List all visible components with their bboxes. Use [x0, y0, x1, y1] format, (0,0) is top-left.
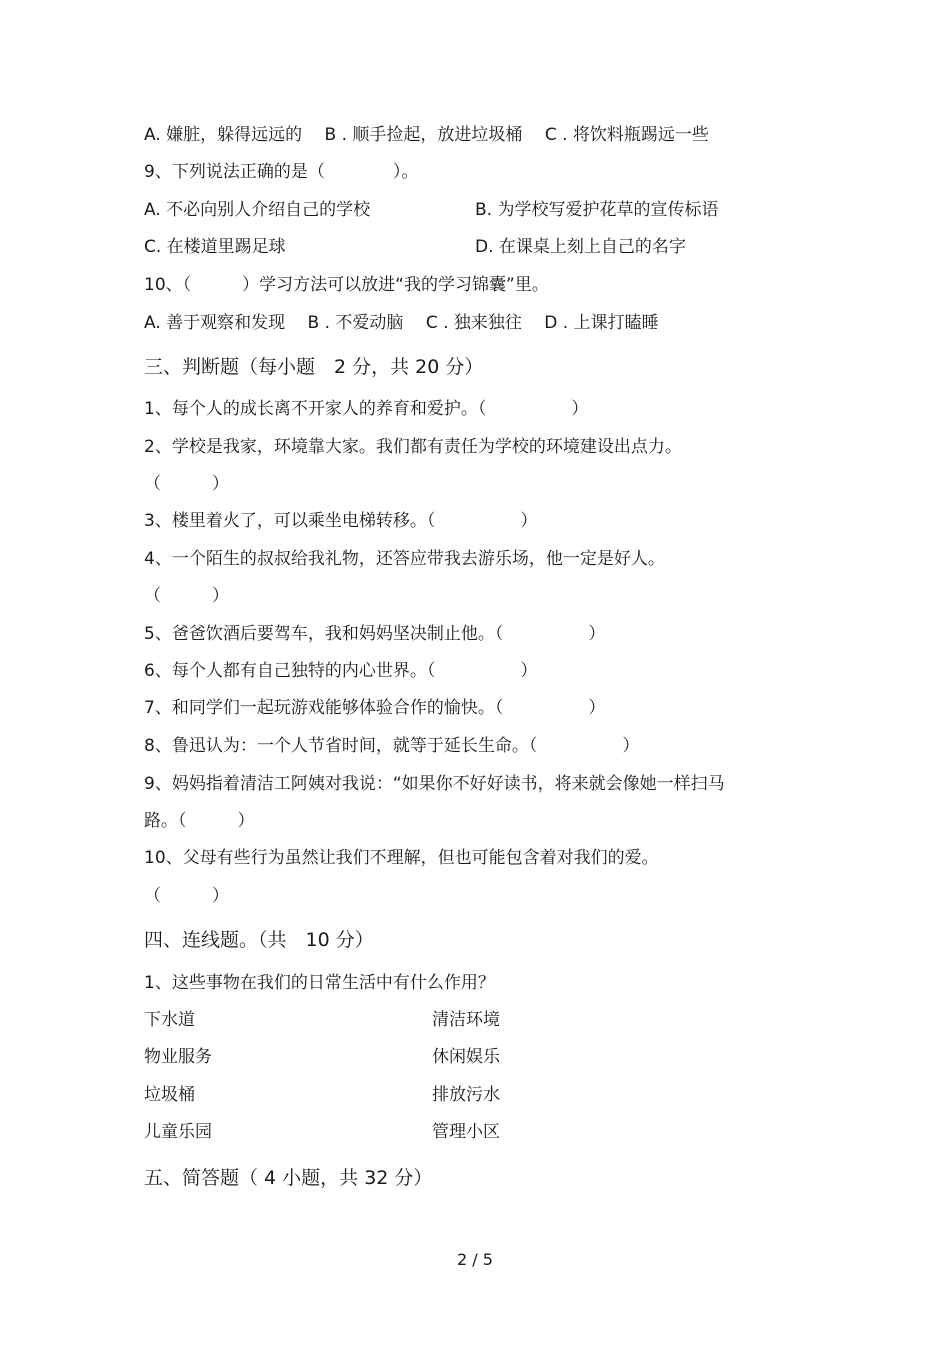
q9-option-b: B. 为学校写爱护花草的宣传标语 — [475, 200, 719, 220]
match-left-item: 垃圾桶 — [144, 1085, 195, 1105]
match-question: 1、这些事物在我们的日常生活中有什么作用？ — [144, 973, 495, 993]
tf-line-7: 7、和同学们一起玩游戏能够体验合作的愉快。（ ） — [144, 698, 606, 718]
tf-line-9: 9、妈妈指着清洁工阿姨对我说：“如果你不好好读书，将来就会像她一样扫马 — [144, 774, 725, 794]
section3-title: 三、判断题（每小题 2 分，共 20 分） — [144, 356, 484, 378]
section4-title: 四、连线题。（共 10 分） — [144, 929, 374, 951]
tf-line-5: 5、爸爸饮酒后要驾车，我和妈妈坚决制止他。（ ） — [144, 624, 606, 644]
match-right-item: 管理小区 — [432, 1122, 500, 1142]
q9-option-a: A. 不必向别人介绍自己的学校 — [144, 200, 371, 220]
match-left-item: 物业服务 — [144, 1047, 212, 1067]
tf-line-4: 4、一个陌生的叔叔给我礼物，还答应带我去游乐场，他一定是好人。 — [144, 549, 665, 569]
tf-line-10: 10、父母有些行为虽然让我们不理解，但也可能包含着对我们的爱。 — [144, 848, 659, 868]
tf-line-10-blank: （ ） — [144, 886, 229, 906]
tf-line-9-cont: 路。（ ） — [144, 811, 255, 831]
match-right-item: 清洁环境 — [432, 1010, 500, 1030]
tf-line-2: 2、学校是我家，环境靠大家。我们都有责任为学校的环境建设出点力。 — [144, 437, 682, 457]
section5-title: 五、简答题（ 4 小题，共 32 分） — [144, 1167, 433, 1189]
q9-option-d: D. 在课桌上刻上自己的名字 — [475, 237, 686, 257]
q10-stem: 10、（ ）学习方法可以放进“我的学习锦囊”里。 — [144, 275, 549, 295]
tf-line-8: 8、鲁迅认为：一个人节省时间，就等于延长生命。（ ） — [144, 736, 640, 756]
match-left-item: 儿童乐园 — [144, 1122, 212, 1142]
q9-option-c: C. 在楼道里踢足球 — [144, 237, 286, 257]
tf-line-4-blank: （ ） — [144, 586, 229, 606]
tf-line-3: 3、楼里着火了，可以乘坐电梯转移。（ ） — [144, 511, 538, 531]
q9-stem: 9、下列说法正确的是（ ）。 — [144, 162, 419, 182]
match-right-item: 休闲娱乐 — [432, 1047, 500, 1067]
tf-line-6: 6、每个人都有自己独特的内心世界。（ ） — [144, 661, 538, 681]
match-left-item: 下水道 — [144, 1010, 195, 1030]
tf-line-1: 1、每个人的成长离不开家人的养育和爱护。（ ） — [144, 399, 589, 419]
tf-line-2-blank: （ ） — [144, 474, 229, 494]
q10-options: A. 善于观察和发现 B . 不爱动脑 C . 独来独往 D . 上课打瞌睡 — [144, 313, 659, 333]
q8-options: A. 嫌脏，躲得远远的 B . 顺手捡起，放进垃圾桶 C . 将饮料瓶踢远一些 — [144, 125, 709, 145]
match-right-item: 排放污水 — [432, 1085, 500, 1105]
page-number: 2 / 5 — [457, 1250, 493, 1269]
